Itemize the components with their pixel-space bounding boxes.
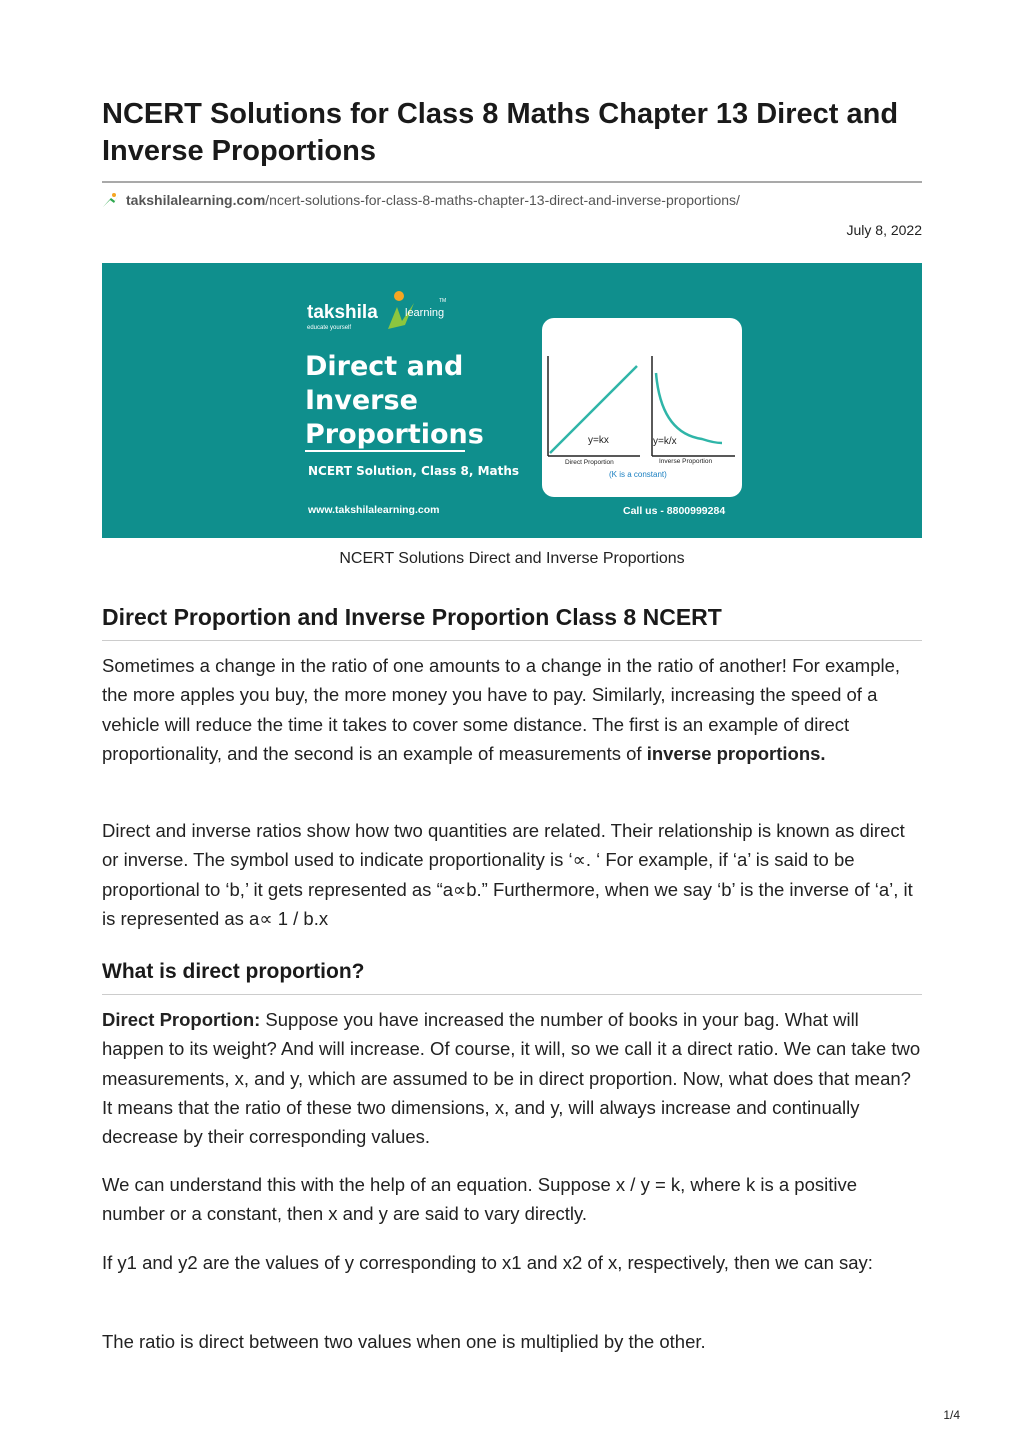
- page-number: 1/4: [943, 1408, 960, 1422]
- constant-note: (K is a constant): [609, 470, 667, 479]
- intro-bold-text: inverse proportions.: [646, 742, 826, 764]
- inverse-label: Inverse Proportion: [659, 458, 713, 465]
- banner-caption: NCERT Solutions Direct and Inverse Proportions: [339, 550, 685, 567]
- section-divider: [102, 640, 922, 641]
- intro-text: Sometimes a change in the ratio of one amounts to a change in the ratio of another! For example, the more apples you buy, the more money you have to pay. Similarly, increasing the speed of a vehicle will reduce the time it takes to cover some distance. The first is an example of direct proportionality, and the second is an example of measurements of: [102, 655, 901, 764]
- symbol-paragraph: Direct and inverse ratios show how two quantities are related. Their relationship is known as direct or inverse. The symbol used to indicate proportionality is ‘∝. ‘ For example, if ‘a’ is said to be proportional to ‘b,’ it gets represented as “a∝b.” Furthermore, when we say ‘b’ is the inverse of ‘a’, it is represented as a∝ 1 / b.x: [102, 820, 913, 929]
- intro-paragraph: [102, 651, 924, 768]
- equation-paragraph: We can understand this with the help of an equation. Suppose x / y = k, where k is a positive number or a constant, then x and y are said to vary directly.: [102, 1174, 858, 1225]
- section-heading-direct-inverse: Direct Proportion and Inverse Proportion Class 8 NCERT: [102, 604, 722, 630]
- values-paragraph: If y1 and y2 are the values of y corresponding to x1 and x2 of x, respectively, then we can say:: [102, 1252, 873, 1273]
- banner-subheading: NCERT Solution, Class 8, Maths: [308, 464, 520, 478]
- banner-phone: Call us - 8800999284: [623, 505, 726, 517]
- banner-heading-line3: Proportions: [305, 419, 484, 450]
- article-title: NCERT Solutions for Class 8 Maths Chapter 13 Direct and Inverse Proportions: [102, 98, 899, 167]
- title-divider: [102, 181, 922, 183]
- logo-suffix: learning: [405, 307, 445, 319]
- logo-brand-name: takshila: [307, 302, 378, 323]
- takshila-favicon-icon: [102, 192, 120, 212]
- direct-proportion-text: Suppose you have increased the number of books in your bag. What will happen to its weight? And will increase. Of course, it will, so we call it a direct ratio. We can take two measurements, x, and y, which are assumed to be in direct proportion. Now, what does that mean? It means that the ratio of these two dimensions, x, and y, will always increase and continually decrease by their corresponding values.: [102, 1009, 921, 1148]
- source-domain[interactable]: takshilalearning.com: [126, 192, 266, 208]
- direct-label: Direct Proportion: [565, 459, 614, 466]
- direct-proportion-term: Direct Proportion:: [102, 1009, 261, 1030]
- logo-trademark: TM: [439, 298, 447, 304]
- direct-formula: y=kx: [588, 435, 609, 446]
- banner-heading-line2: Inverse: [305, 385, 418, 416]
- publish-date: July 8, 2022: [846, 222, 922, 238]
- section-heading-direct-proportion: What is direct proportion?: [102, 960, 365, 983]
- section-divider: [102, 994, 922, 995]
- source-path[interactable]: /ncert-solutions-for-class-8-maths-chapter-13-direct-and-inverse-proportions/: [265, 192, 740, 208]
- ratio-paragraph: The ratio is direct between two values when one is multiplied by the other.: [102, 1331, 706, 1352]
- banner-heading-line1: Direct and: [305, 351, 464, 382]
- heading-underline: [305, 450, 465, 452]
- banner-website: www.takshilalearning.com: [308, 504, 440, 516]
- hero-banner-image: [102, 263, 922, 538]
- banner-background: [102, 263, 922, 538]
- inverse-formula: y=k/x: [653, 436, 677, 447]
- direct-proportion-paragraph: [102, 1005, 924, 1151]
- logo-tagline: educate yourself: [307, 325, 352, 331]
- source-url[interactable]: [102, 191, 922, 212]
